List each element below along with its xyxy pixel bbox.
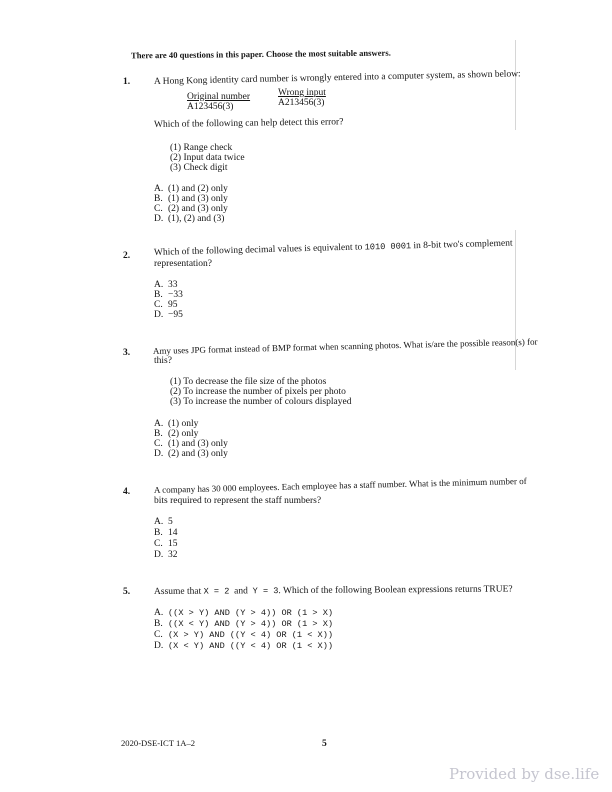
paper-code: 2020-DSE-ICT 1A–2 xyxy=(121,738,196,748)
page-number: 5 xyxy=(322,739,327,749)
watermark: Provided by dse.life xyxy=(449,765,600,783)
scan-edge-line xyxy=(515,40,516,130)
question-2-option-c: C. 95 xyxy=(154,300,178,310)
x-assignment: X = 2 xyxy=(203,586,230,597)
instructions: There are 40 questions in this paper. Choose the most suitable answers. xyxy=(130,47,391,61)
question-5-number: 5. xyxy=(123,587,131,597)
question-4-number: 4. xyxy=(123,487,131,497)
question-3-number: 3. xyxy=(123,348,131,358)
question-5-option-c: C. (X > Y) AND ((Y < 4) OR (1 < X)) xyxy=(154,630,334,640)
question-1-item: (1) Range check xyxy=(170,143,233,153)
question-5-option-a: A. ((X > Y) AND (Y > 4)) OR (1 > X) xyxy=(154,608,334,618)
wrong-input-header: Wrong input xyxy=(278,88,326,98)
original-number-value: A123456(3) xyxy=(187,102,234,112)
question-4-option-b: B. 14 xyxy=(154,528,178,538)
question-4-stem: A company has 30 000 employees. Each employee has a staff number. What is the minimum number of xyxy=(153,475,527,495)
question-4-option-c: C. 15 xyxy=(154,539,178,549)
question-2-number: 2. xyxy=(123,251,131,261)
scan-edge-line xyxy=(515,230,516,370)
question-4-option-d: D. 32 xyxy=(154,550,178,560)
binary-value: 1010 0001 xyxy=(364,241,412,253)
question-3-option-c: C. (1) and (3) only xyxy=(154,439,228,449)
question-3-item: (1) To decrease the file size of the photos xyxy=(170,377,327,387)
question-1-item: (2) Input data twice xyxy=(170,153,245,163)
question-1-option-c: C. (2) and (3) only xyxy=(154,204,228,214)
question-1-option-d: D. (1), (2) and (3) xyxy=(154,214,225,224)
y-assignment: Y = 3 xyxy=(252,586,279,597)
original-number-header: Original number xyxy=(187,92,251,102)
question-2-stem: Which of the following decimal values is equivalent to 1010 0001 in 8-bit two's complement xyxy=(153,238,513,258)
question-1-item: (3) Check digit xyxy=(170,163,228,173)
question-3-option-a: A. (1) only xyxy=(154,419,199,429)
question-4-stem-line2: bits required to represent the staff numbers? xyxy=(154,496,322,506)
question-2-option-d: D. −95 xyxy=(154,310,183,320)
question-1-prompt: Which of the following can help detect this error? xyxy=(153,117,344,130)
question-3-stem: Amy uses JPG format instead of BMP format when scanning photos. What is/are the possible reason(s) for xyxy=(152,336,538,356)
question-3-item: (3) To increase the number of colours displayed xyxy=(170,397,352,407)
question-1-number: 1. xyxy=(123,77,131,87)
question-3-option-b: B. (2) only xyxy=(154,429,199,439)
question-1-stem: A Hong Kong identity card number is wrongly entered into a computer system, as shown below: xyxy=(153,69,521,87)
question-4-option-a: A. 5 xyxy=(154,517,173,527)
question-3-option-d: D. (2) and (3) only xyxy=(154,449,228,459)
question-3-stem-line2: this? xyxy=(154,356,172,366)
question-5-option-b: B. ((X < Y) AND (Y > 4)) OR (1 > X) xyxy=(154,619,334,629)
question-5-option-d: D. (X < Y) AND ((Y < 4) OR (1 < X)) xyxy=(154,641,334,651)
question-3-item: (2) To increase the number of pixels per photo xyxy=(170,387,346,397)
wrong-input-value: A213456(3) xyxy=(278,98,325,108)
question-2-option-b: B. −33 xyxy=(154,290,183,300)
question-1-option-a: A. (1) and (2) only xyxy=(154,184,228,194)
question-1-option-b: B. (1) and (3) only xyxy=(154,194,228,204)
question-2-option-a: A. 33 xyxy=(154,280,178,290)
question-5-stem: Assume that X = 2 and Y = 3. Which of the following Boolean expressions returns TRUE? xyxy=(153,584,513,597)
question-2-stem-line2: representation? xyxy=(154,259,213,269)
